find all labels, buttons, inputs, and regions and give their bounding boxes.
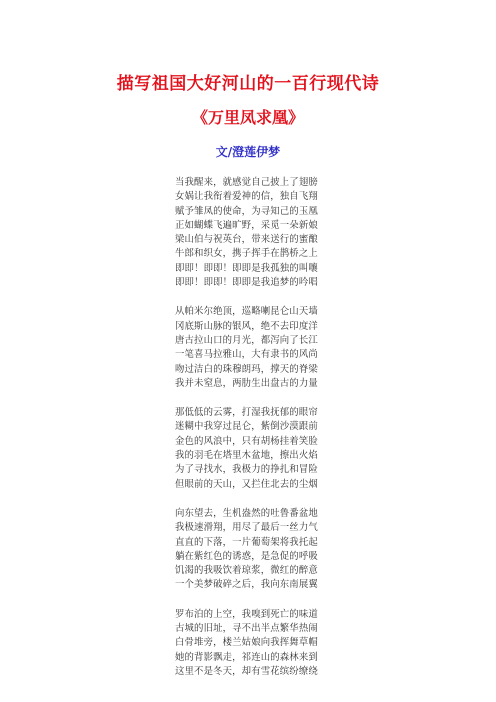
poem-title: 《万里凤求凰》	[191, 108, 304, 127]
stanza	[175, 608, 321, 679]
poem-line: 我并未窒息，两肋生出盘古的力量	[175, 377, 318, 389]
poem-line: 梁山伯与祝英台，带来送行的蜜酿	[175, 234, 318, 246]
poem-line: 即即！即即！即即是我孤独的叫嚷	[175, 262, 318, 274]
poem-line: 直直的下落，一片葡萄架将我托起	[175, 536, 318, 548]
poem-line: 冈底斯山脉的银风，绝不去印度洋	[175, 320, 318, 332]
poem-line: 躺在紫红色的诱惑，是急促的呼吸	[175, 550, 318, 562]
stanza	[175, 406, 321, 492]
poem-line: 她的背影飘走，祁连山的森林来到	[175, 651, 318, 663]
poem-body	[175, 176, 321, 694]
poem-line: 从帕米尔绝顶，巡略喇昆仑山天墙	[175, 306, 318, 318]
poem-line: 即即！即即！即即是我追梦的吟唱	[175, 277, 318, 289]
poem-line: 罗布泊的上空，我嗅到死亡的味道	[175, 608, 318, 620]
poem-line: 这里不是冬天，却有雪花缤纷缭绕	[175, 665, 318, 677]
poem-line: 迷糊中我穿过昆仑，紫倒沙漠跟前	[175, 421, 318, 433]
author-byline: 文/澄莲伊梦	[215, 145, 281, 159]
poem-line: 一个美梦破碎之后，我向东南展翼	[175, 579, 318, 591]
poem-line: 古城的旧址，寻不出半点繁华热闹	[175, 623, 318, 635]
poem-line: 但眼前的天山，又拦住北去的尘烟	[175, 478, 318, 490]
stanza	[175, 305, 321, 391]
poem-line: 我的羽毛在塔里木盆地，擦出火焰	[175, 450, 318, 462]
poem-line: 一笔喜马拉雅山，大有隶书的风尚	[175, 349, 318, 361]
poem-line: 白骨堆旁，楼兰姑娘向我挥舞草帽	[175, 637, 318, 649]
poem-line: 金色的风浪中，只有胡杨挂着笑脸	[175, 435, 318, 447]
poem-line: 吻过洁白的珠穆朗玛，撑天的脊梁	[175, 363, 318, 375]
stanza	[175, 176, 321, 290]
poem-line: 我极速滑翔，用尽了最后一丝力气	[175, 522, 318, 534]
poem-line: 为了寻找水，我极力的挣扎和冒险	[175, 464, 318, 476]
poem-line: 那低低的云雾，打湿我抚郁的眼帘	[175, 407, 318, 419]
poem-line: 饥渴的我吸饮着琼浆，微红的醉意	[175, 565, 318, 577]
poem-line: 唐古拉山口的月光，都泻向了长江	[175, 334, 318, 346]
document-title: 描写祖国大好河山的一百行现代诗	[116, 74, 380, 94]
poem-line: 向东望去，生机盎然的吐鲁番盆地	[175, 507, 318, 519]
poem-line: 正如蝴蝶飞遍旷野，采觅一朵新娘	[175, 219, 318, 231]
stanza	[175, 507, 321, 593]
poem-line: 牛郎和织女，携子挥手在鹊桥之上	[175, 248, 318, 260]
poem-line: 女娲让我衔着爱神的信，独自飞翔	[175, 191, 318, 203]
poem-line: 当我醒来，就感觉自己披上了翅膀	[175, 177, 318, 188]
poem-line: 赋予雏凤的使命，为寻知己的玉凰	[175, 205, 318, 217]
